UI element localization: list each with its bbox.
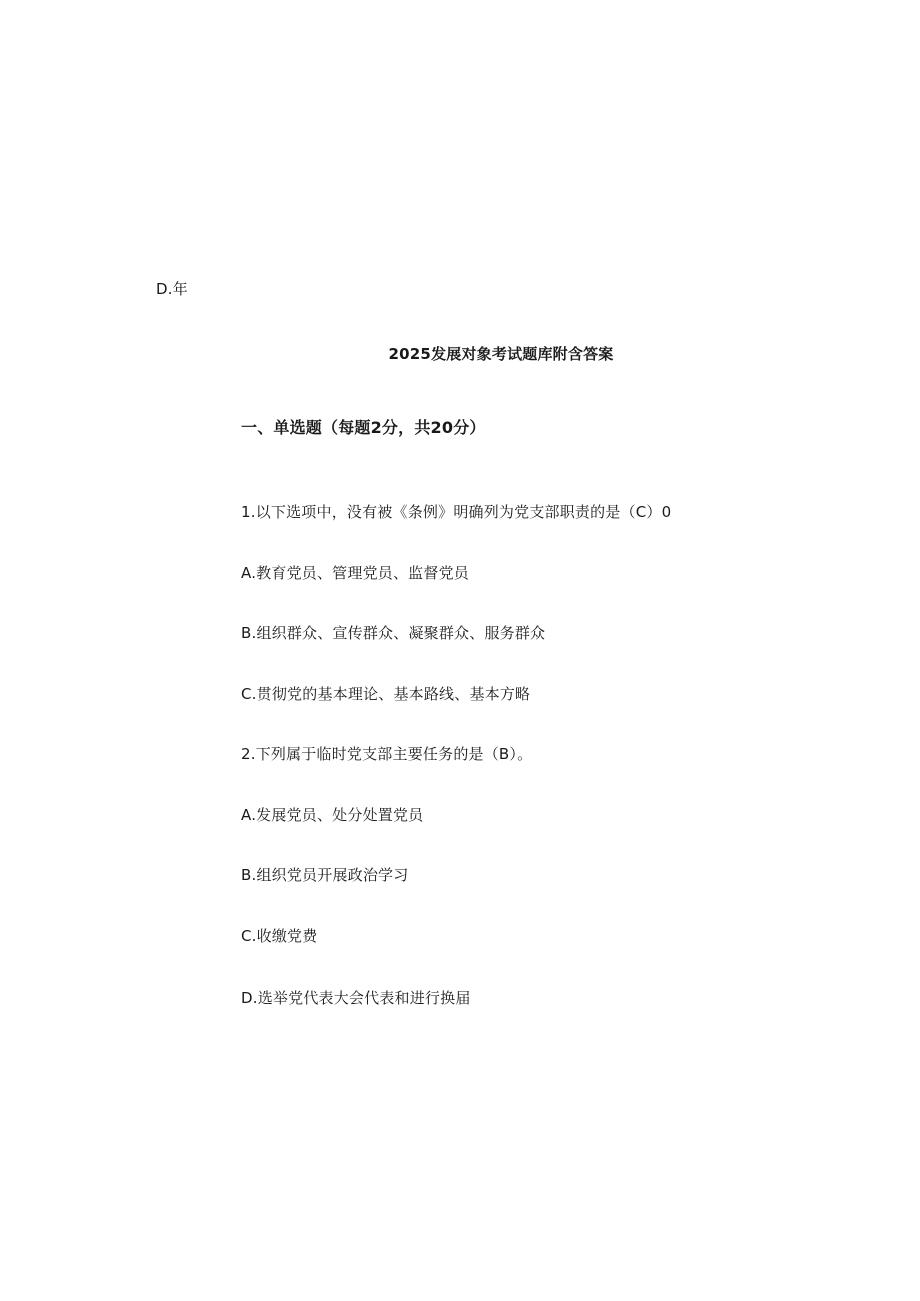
answer-option: B.组织党员开展政治学习 — [241, 866, 409, 884]
question-stem: 1.以下选项中，没有被《条例》明确列为党支部职责的是（C）0 — [241, 503, 672, 521]
answer-option: C.收缴党费 — [241, 927, 318, 945]
document-title: 2025发展对象考试题库附含答案 — [388, 345, 614, 363]
answer-option: B.组织群众、宣传群众、凝聚群众、服务群众 — [241, 624, 546, 642]
answer-option: D.选举党代表大会代表和进行换届 — [241, 989, 471, 1007]
question-stem: 2.下列属于临时党支部主要任务的是（B）。 — [241, 745, 533, 763]
carryover-option-text: D.年 — [156, 280, 188, 298]
answer-option: A.发展党员、处分处置党员 — [241, 806, 424, 824]
answer-option: C.贯彻党的基本理论、基本路线、基本方略 — [241, 685, 531, 703]
answer-option: A.教育党员、管理党员、监督党员 — [241, 564, 469, 582]
section-heading: 一、单选题（每题2分，共20分） — [241, 418, 486, 437]
